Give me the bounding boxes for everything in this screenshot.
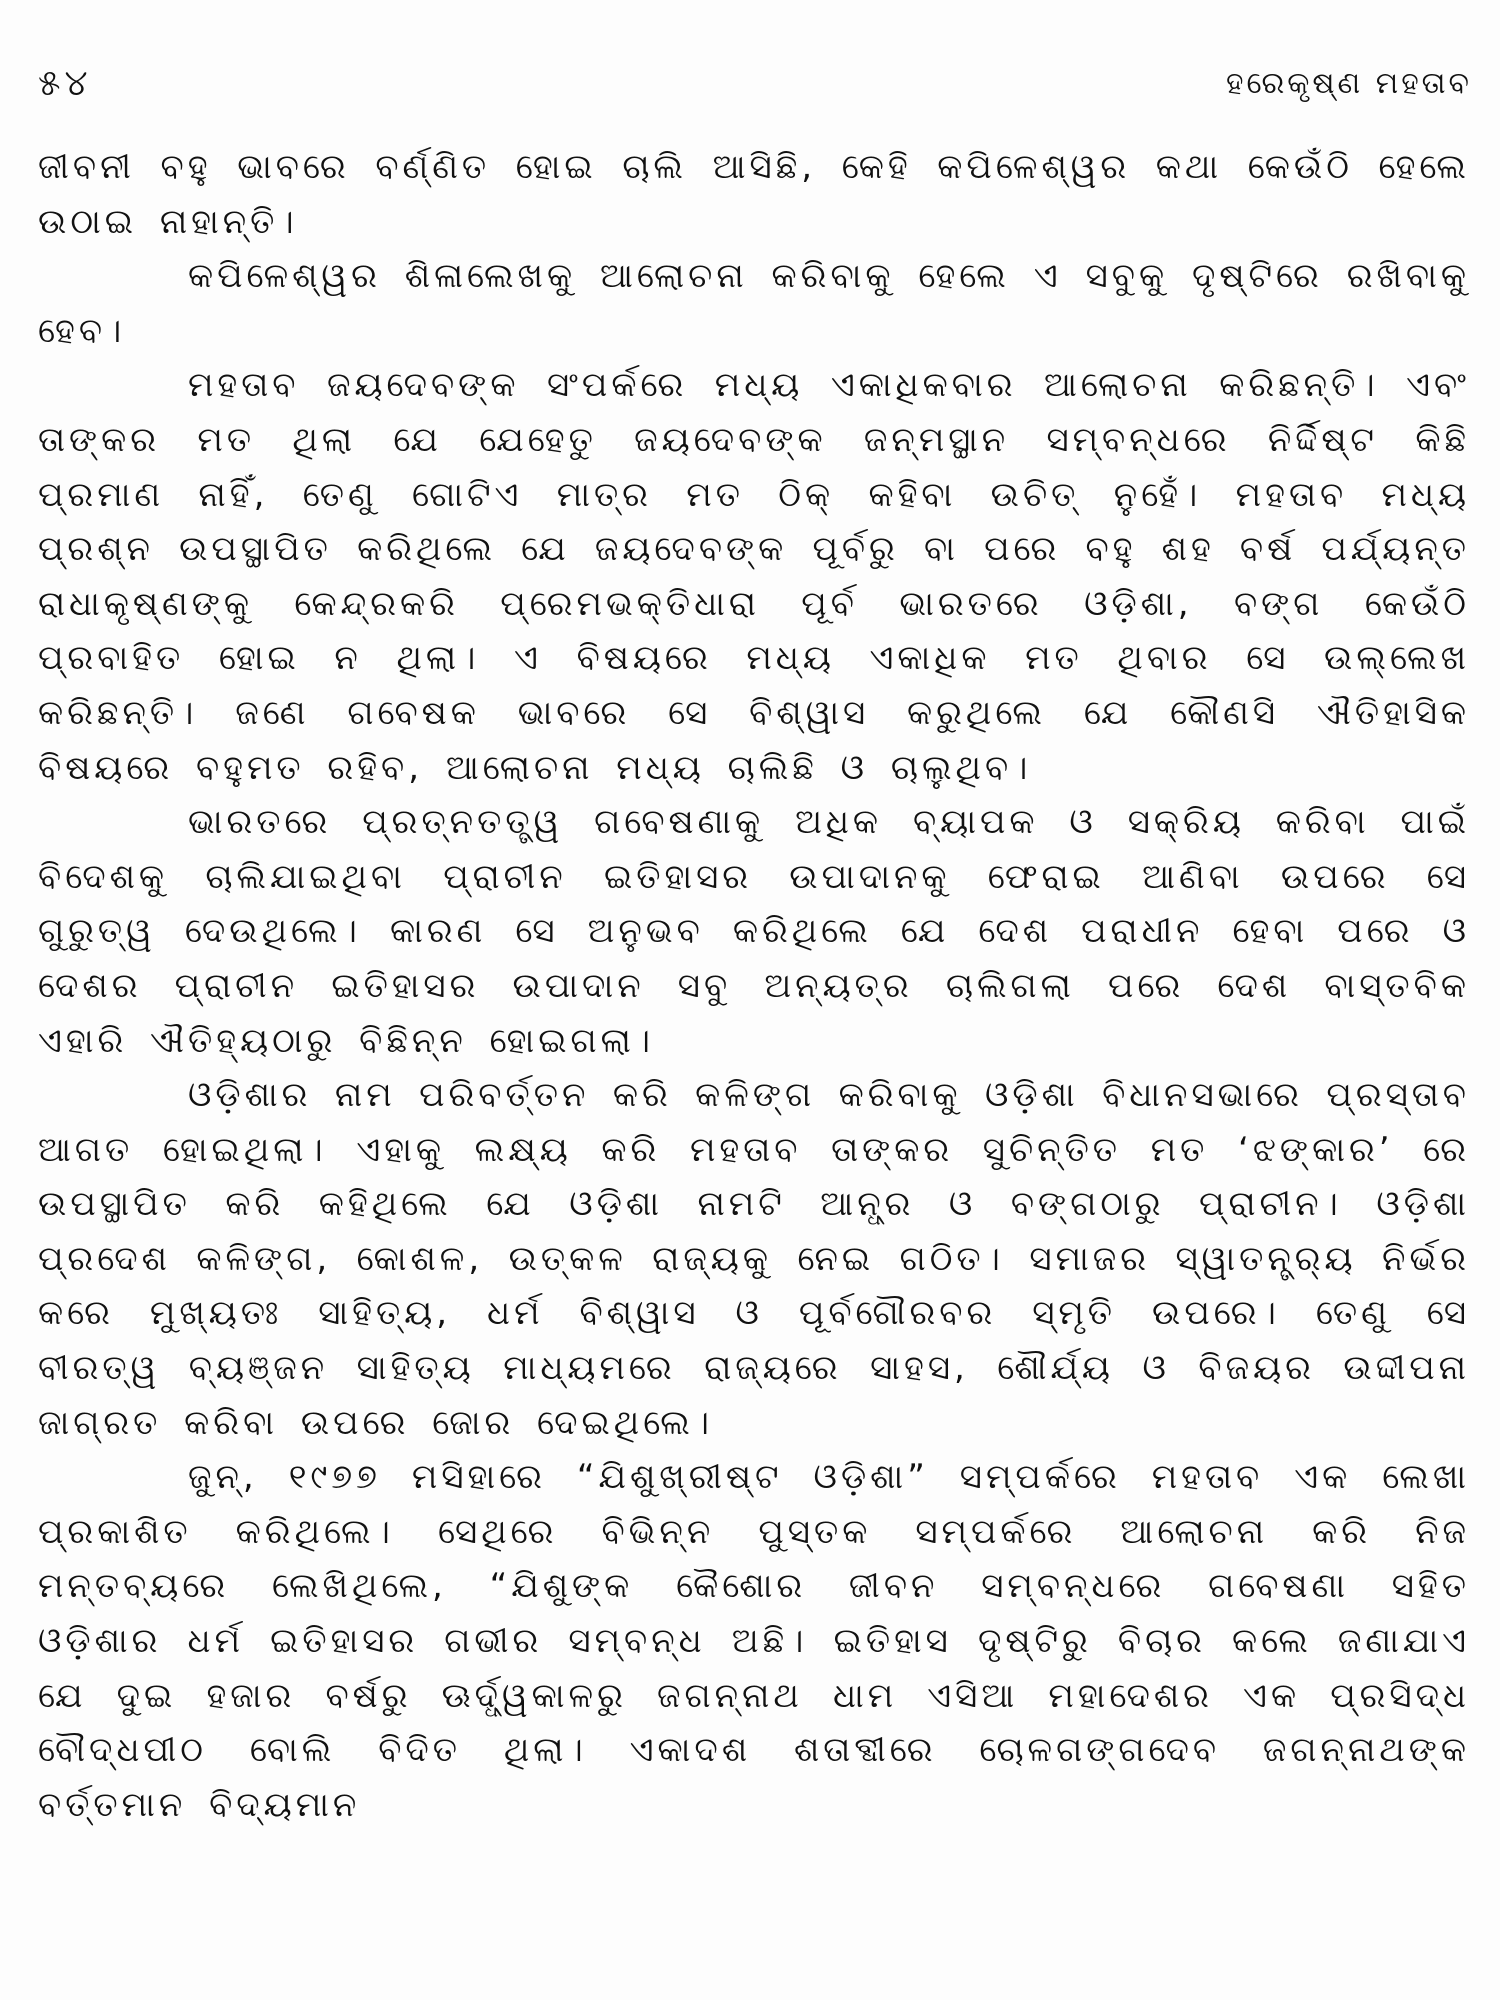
paragraph: ଭାରତରେ ପ୍ରତ୍ନତତ୍ତ୍ୱ ଗବେଷଣାକୁ ଅଧିକ ବ୍ୟାପକ ଓ ସକ୍ରିୟ କରିବା ପାଇଁ ବିଦେଶକୁ ଚାଲିଯାଇଥିବା ପ୍ରାଚୀନ ଇତିହାସର ଉପାଦାନକୁ ଫେରାଇ ଆଣିବା ଉପରେ ସେ ଗୁରୁତ୍ୱ ଦେଉଥିଲେ। କାରଣ ସେ ଅନୁଭବ କରିଥିଲେ ଯେ ଦେଶ ପରାଧୀନ ହେବା ପରେ ଓ ଦେଶର ପ୍ରାଚୀନ ଇତିହାସର ଉପାଦାନ ସବୁ ଅନ୍ୟତ୍ର ଚାଲିଗଲା ପରେ ଦେଶ ବାସ୍ତବିକ ଏହାରି ଐତିହ୍ୟଠାରୁ ବିଛିନ୍ନ ହୋଇଗଲା। [38,802,1470,1061]
running-title: ହରେକୃଷ୍ଣ ମହତାବ [1225,66,1472,101]
paragraph: ଜୁନ୍, ୧୯୭୭ ମସିହାରେ “ଯିଶୁଖ୍ରୀଷ୍ଟ ଓଡ଼ିଶା” ସମ୍ପର୍କରେ ମହତାବ ଏକ ଲେଖା ପ୍ରକାଶିତ କରିଥିଲେ। ସେଥିରେ ବିଭିନ୍ନ ପୁସ୍ତକ ସମ୍ପର୍କରେ ଆଲୋଚନା କରି ନିଜ ମନ୍ତବ୍ୟରେ ଲେଖିଥିଲେ, “ଯିଶୁଙ୍କ କୈଶୋର ଜୀବନ ସମ୍ବନ୍ଧରେ ଗବେଷଣା ସହିତ ଓଡ଼ିଶାର ଧର୍ମ ଇତିହାସର ଗଭୀର ସମ୍ବନ୍ଧ ଅଛି। ଇତିହାସ ଦୃଷ୍ଟିରୁ ବିଚାର କଲେ ଜଣାଯାଏ ଯେ ଦୁଇ ହଜାର ବର୍ଷରୁ ଊର୍ଦ୍ଧ୍ୱକାଳରୁ ଜଗନ୍ନାଥ ଧାମ ଏସିଆ ମହାଦେଶର ଏକ ପ୍ରସିଦ୍ଧ ବୌଦ୍ଧପୀଠ ବୋଲି ବିଦିତ ଥିଲା। ଏକାଦଶ ଶତାବ୍ଦୀରେ ଚୋଳଗଙ୍ଗଦେବ ଜଗନ୍ନାଥଙ୍କ ବର୍ତ୍ତମାନ ବିଦ୍ୟମାନ [38,1457,1470,1825]
paragraph: ଜୀବନୀ ବହୁ ଭାବରେ ବର୍ଣ୍ଣିତ ହୋଇ ଚାଲି ଆସିଛି, କେହି କପିଳେଶ୍ୱର କଥା କେଉଁଠି ହେଲେ ଉଠାଇ ନାହାନ୍ତି। [38,147,1470,242]
paragraph: କପିଳେଶ୍ୱର ଶିଳାଲେଖକୁ ଆଲୋଚନା କରିବାକୁ ହେଲେ ଏ ସବୁକୁ ଦୃଷ୍ଟିରେ ରଖିବାକୁ ହେବ। [38,256,1470,351]
paragraph: ଓଡ଼ିଶାର ନାମ ପରିବର୍ତ୍ତନ କରି କଳିଙ୍ଗ କରିବାକୁ ଓଡ଼ିଶା ବିଧାନସଭାରେ ପ୍ରସ୍ତାବ ଆଗତ ହୋଇଥିଲା। ଏହାକୁ ଲକ୍ଷ୍ୟ କରି ମହତାବ ତାଙ୍କର ସୁଚିନ୍ତିତ ମତ ‘ଝଙ୍କାର’ ରେ ଉପସ୍ଥାପିତ କରି କହିଥିଲେ ଯେ ଓଡ଼ିଶା ନାମଟି ଆନ୍ଧ୍ର ଓ ବଙ୍ଗଠାରୁ ପ୍ରାଚୀନ। ଓଡ଼ିଶା ପ୍ରଦେଶ କଳିଙ୍ଗ, କୋଶଳ, ଉତ୍କଳ ରାଜ୍ୟକୁ ନେଇ ଗଠିତ। ସମାଜର ସ୍ୱାତନ୍ତ୍ର୍ୟ ନିର୍ଭର କରେ ମୁଖ୍ୟତଃ ସାହିତ୍ୟ, ଧର୍ମ ବିଶ୍ୱାସ ଓ ପୂର୍ବଗୌରବର ସ୍ମୃତି ଉପରେ। ତେଣୁ ସେ ବୀରତ୍ୱ ବ୍ୟଞ୍ଜନ ସାହିତ୍ୟ ମାଧ୍ୟମରେ ରାଜ୍ୟରେ ସାହସ, ଶୌର୍ଯ୍ୟ ଓ ବିଜୟର ଉଦ୍ଦୀପନା ଜାଗ୍ରତ କରିବା ଉପରେ ଜୋର ଦେଇଥିଲେ। [38,1075,1470,1443]
page-number: ୫୪ [38,63,92,104]
body-text [38,140,1470,1832]
paragraph: ମହତାବ ଜୟଦେବଙ୍କ ସଂପର୍କରେ ମଧ୍ୟ ଏକାଧିକବାର ଆଲୋଚନା କରିଛନ୍ତି। ଏବଂ ତାଙ୍କର ମତ ଥିଲା ଯେ ଯେହେତୁ ଜୟଦେବଙ୍କ ଜନ୍ମସ୍ଥାନ ସମ୍ବନ୍ଧରେ ନିର୍ଦ୍ଦିଷ୍ଟ କିଛି ପ୍ରମାଣ ନାହିଁ, ତେଣୁ ଗୋଟିଏ ମାତ୍ର ମତ ଠିକ୍ କହିବା ଉଚିତ୍ ନୁହେଁ। ମହତାବ ମଧ୍ୟ ପ୍ରଶ୍ନ ଉପସ୍ଥାପିତ କରିଥିଲେ ଯେ ଜୟଦେବଙ୍କ ପୂର୍ବରୁ ବା ପରେ ବହୁ ଶହ ବର୍ଷ ପର୍ଯ୍ୟନ୍ତ ରାଧାକୃଷ୍ଣଙ୍କୁ କେନ୍ଦ୍ରକରି ପ୍ରେମଭକ୍ତିଧାରା ପୂର୍ବ ଭାରତରେ ଓଡ଼ିଶା, ବଙ୍ଗ କେଉଁଠି ପ୍ରବାହିତ ହୋଇ ନ ଥିଲା। ଏ ବିଷୟରେ ମଧ୍ୟ ଏକାଧିକ ମତ ଥିବାର ସେ ଉଲ୍ଲେଖ କରିଛନ୍ତି। ଜଣେ ଗବେଷକ ଭାବରେ ସେ ବିଶ୍ୱାସ କରୁଥିଲେ ଯେ କୌଣସି ଐତିହାସିକ ବିଷୟରେ ବହୁମତ ରହିବ, ଆଲୋଚନା ମଧ୍ୟ ଚାଲିଛି ଓ ଚାଲୁଥିବ। [38,365,1471,788]
page-header [38,58,1472,110]
